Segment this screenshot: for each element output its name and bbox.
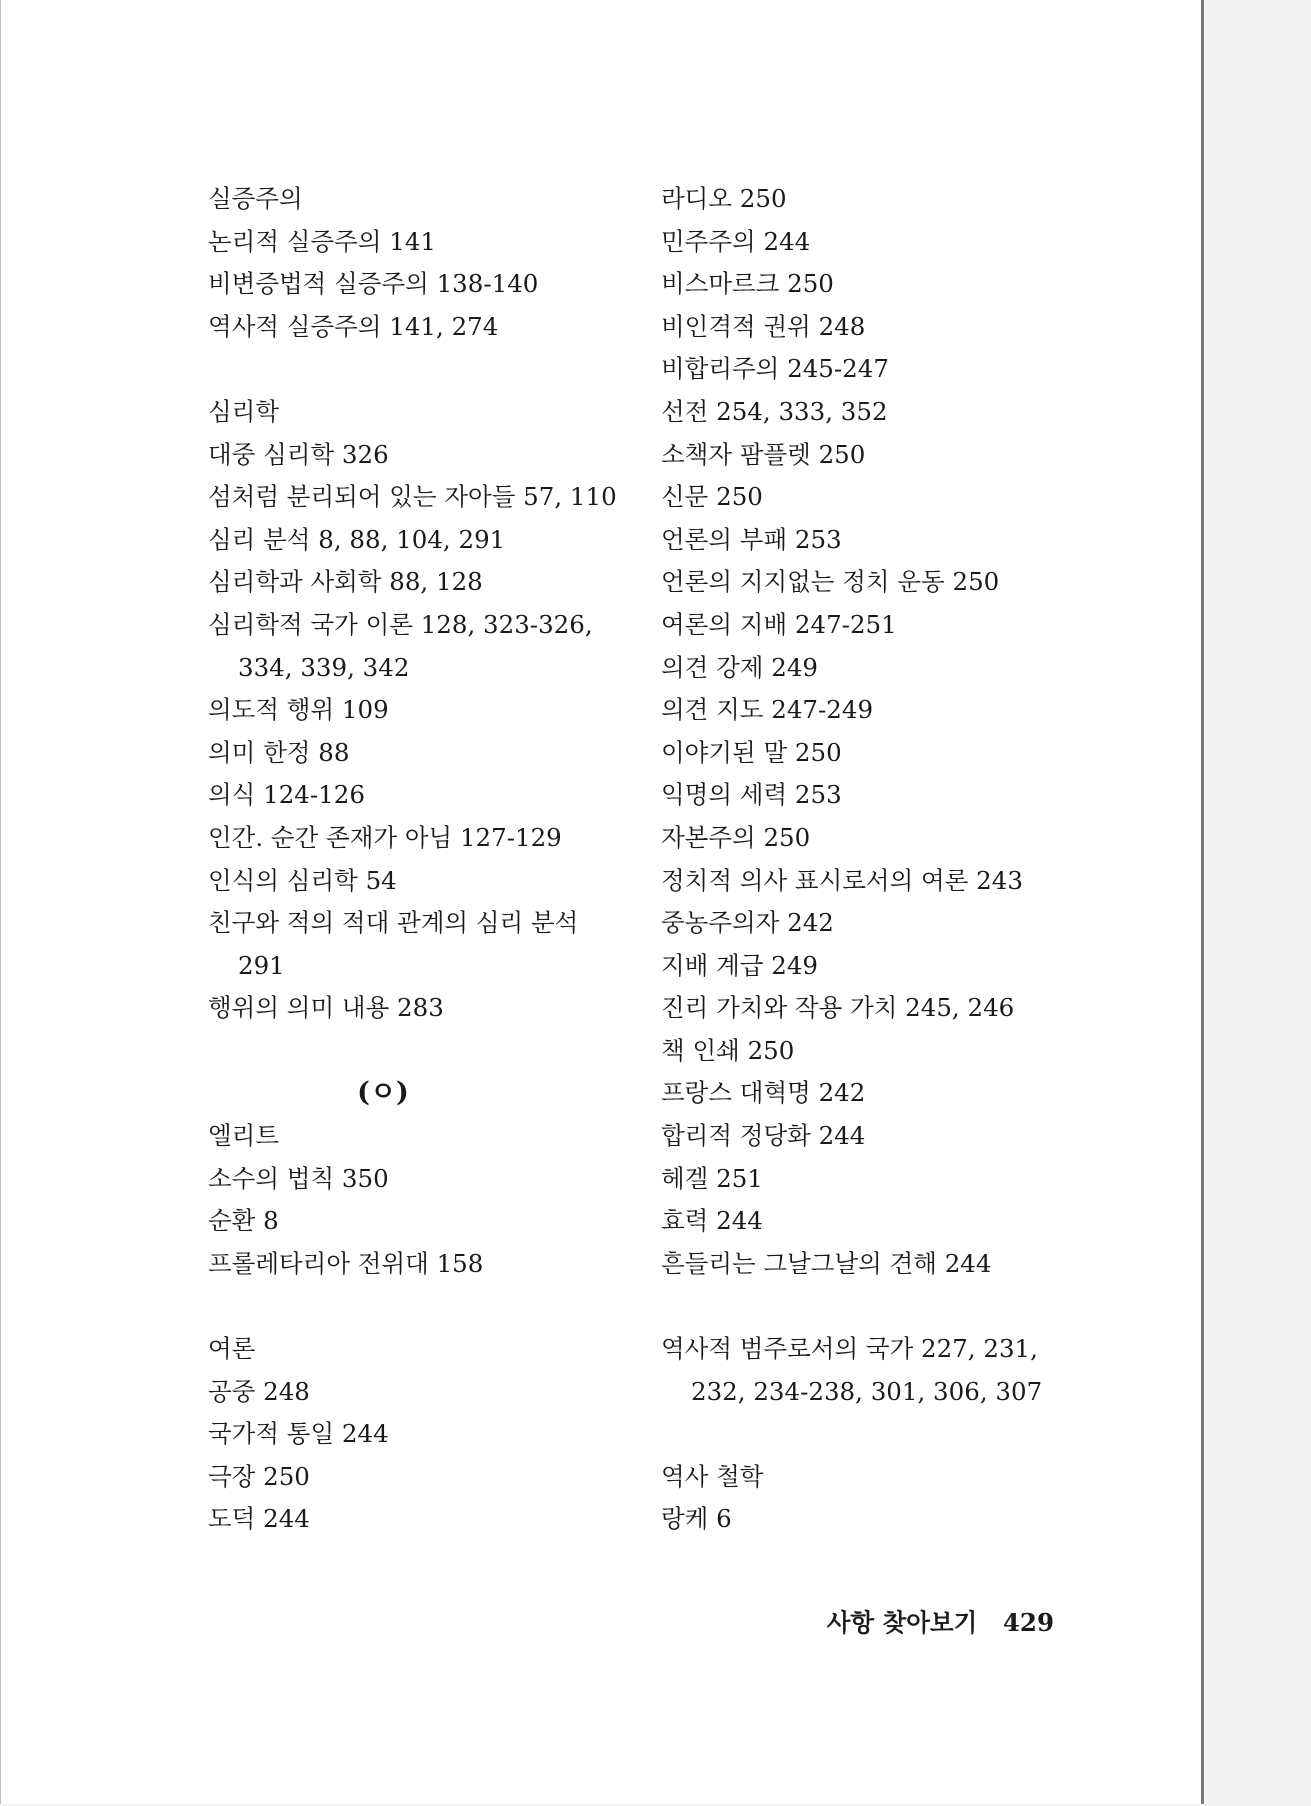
index-entry: 프롤레타리아 전위대 158 [208, 1248, 484, 1278]
index-entry: 심리학적 국가 이론 128, 323-326, [208, 609, 593, 639]
index-entry: 헤겔 251 [661, 1163, 763, 1193]
index-entry: 비변증법적 실증주의 138-140 [208, 269, 539, 299]
index-column-right [661, 178, 1161, 1541]
blank-line [661, 1413, 1161, 1456]
index-entry: 의견 지도 247-249 [661, 695, 874, 725]
index-entry: 중농주의자 242 [661, 908, 834, 938]
index-entry: 역사적 실증주의 141, 274 [208, 311, 499, 341]
index-entry: 엘리트 [208, 1121, 280, 1151]
index-entry: 여론 [208, 1334, 256, 1364]
index-entry: 지배 계급 249 [661, 950, 819, 980]
index-entry: 순환 8 [208, 1206, 279, 1236]
index-entry: 의견 강제 249 [661, 652, 819, 682]
index-entry: 익명의 세력 253 [661, 780, 842, 810]
index-entry: 신문 250 [661, 482, 763, 512]
index-entry: 랑케 6 [661, 1504, 732, 1534]
index-entry: 의식 124-126 [208, 780, 365, 810]
index-entry: 섬처럼 분리되어 있는 자아들 57, 110 [208, 482, 617, 512]
index-entry: 흔들리는 그날그날의 견해 244 [661, 1248, 992, 1278]
index-entry: 책 인쇄 250 [661, 1035, 795, 1065]
index-entry: 진리 가치와 작용 가치 245, 246 [661, 993, 1015, 1023]
index-entry: 국가적 통일 244 [208, 1419, 389, 1449]
index-entry: 심리 분석 8, 88, 104, 291 [208, 524, 506, 554]
index-entry: 비스마르크 250 [661, 269, 834, 299]
index-entry: 비인격적 권위 248 [661, 311, 866, 341]
index-entry: 역사 철학 [661, 1461, 764, 1491]
index-entry: 친구와 적의 적대 관계의 심리 분석 [208, 908, 579, 938]
index-entry: 행위의 의미 내용 283 [208, 993, 444, 1023]
index-entry: 논리적 실증주의 141 [208, 226, 437, 256]
section-heading: (ㅇ) [357, 1077, 409, 1109]
index-entry: 소수의 법칙 350 [208, 1163, 389, 1193]
index-column-left [208, 178, 648, 1541]
index-entry: 의도적 행위 109 [208, 695, 389, 725]
index-entry: 효력 244 [661, 1206, 763, 1236]
index-entry: 역사적 범주로서의 국가 227, 231, [661, 1334, 1038, 1364]
index-entry: 여론의 지배 247-251 [661, 609, 897, 639]
index-entry: 민주주의 244 [661, 226, 811, 256]
index-entry: 심리학과 사회학 88, 128 [208, 567, 483, 597]
index-entry: 비합리주의 245-247 [661, 354, 889, 384]
index-entry-continuation: 232, 234-238, 301, 306, 307 [691, 1376, 1043, 1406]
index-entry: 이야기된 말 250 [661, 737, 842, 767]
index-entry: 언론의 지지없는 정치 운동 250 [661, 567, 1000, 597]
blank-line [208, 1030, 648, 1073]
index-entry: 선전 254, 333, 352 [661, 396, 888, 426]
blank-line [208, 1285, 648, 1328]
index-entry: 의미 한정 88 [208, 737, 350, 767]
blank-line [661, 1285, 1161, 1328]
index-entry: 대중 심리학 326 [208, 439, 389, 469]
index-entry: 자본주의 250 [661, 822, 811, 852]
index-entry: 언론의 부패 253 [661, 524, 842, 554]
index-entry: 인식의 심리학 54 [208, 865, 397, 895]
index-entry-continuation: 334, 339, 342 [238, 652, 410, 682]
footer-label: 사항 찾아보기 [826, 1608, 978, 1637]
index-entry: 프랑스 대혁명 242 [661, 1078, 866, 1108]
index-entry: 소책자 팜플렛 250 [661, 439, 866, 469]
index-entry: 극장 250 [208, 1461, 310, 1491]
page-number: 429 [1002, 1608, 1054, 1637]
index-entry: 라디오 250 [661, 184, 787, 213]
index-entry: 정치적 의사 표시로서의 여론 243 [661, 865, 1023, 895]
index-entry: 인간. 순간 존재가 아님 127-129 [208, 822, 562, 852]
blank-line [208, 348, 648, 391]
index-entry: 심리학 [208, 396, 280, 426]
index-entry: 합리적 정당화 244 [661, 1121, 866, 1151]
page-footer [827, 1604, 1054, 1639]
index-entry-continuation: 291 [238, 950, 285, 980]
index-entry: 공중 248 [208, 1376, 310, 1406]
index-entry: 도덕 244 [208, 1504, 310, 1534]
index-entry: 실증주의 [208, 184, 303, 213]
